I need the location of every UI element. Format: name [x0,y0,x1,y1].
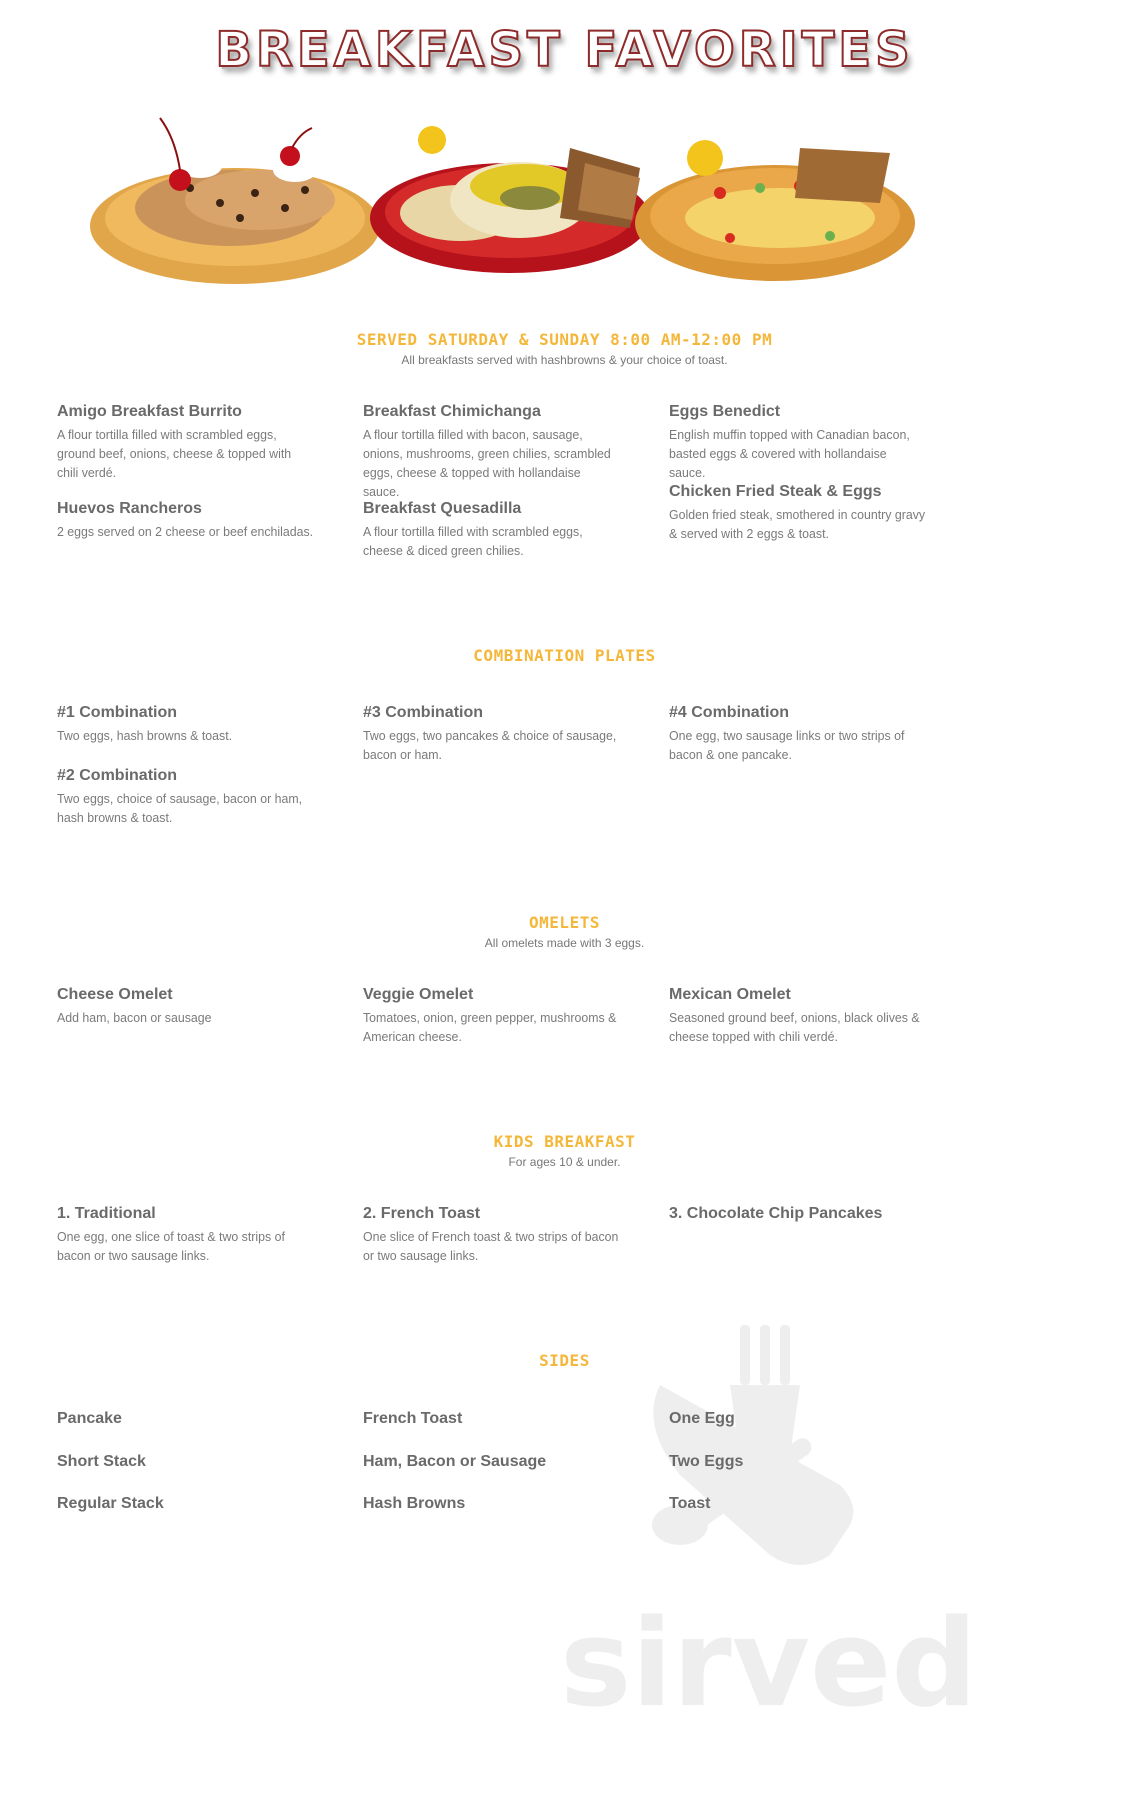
side-item [669,1409,939,1429]
section-subtitle: All breakfasts served with hashbrowns & your choice of toast. [401,353,728,367]
menu-item [363,1204,633,1265]
item-name: Pancake [57,1410,122,1427]
item-name: 3. Chocolate Chip Pancakes [669,1205,883,1222]
item-description: English muffin topped with Canadian bacon, basted eggs & covered with hollandaise sauce. [669,427,910,480]
item-description: Add ham, bacon or sausage [57,1010,212,1025]
burrito-plate-illustration [370,126,650,273]
side-item [669,1494,939,1514]
menu-item [669,482,939,543]
item-name: Two Eggs [669,1453,744,1470]
side-item [57,1452,327,1472]
item-name: Cheese Omelet [57,986,173,1003]
side-item [669,1452,939,1472]
item-name: Amigo Breakfast Burrito [57,403,242,420]
item-name: #1 Combination [57,704,178,721]
hero-food-image [80,108,1050,338]
menu-item [57,1204,327,1265]
item-name: #3 Combination [363,704,484,721]
item-name: #2 Combination [57,767,178,784]
section-title: OMELETS [529,913,600,932]
item-name: Ham, Bacon or Sausage [363,1453,547,1470]
item-description: A flour tortilla filled with bacon, sausage, onions, mushrooms, green chilies, scrambled eggs, cheese & topped with hollandaise sauce. [363,427,611,499]
menu-item [57,985,327,1027]
section-title: SIDES [539,1351,590,1370]
section-header-kids [0,1132,1129,1169]
menu-item [57,499,327,541]
item-description: A flour tortilla filled with scrambled eggs, cheese & diced green chilies. [363,524,583,558]
item-description: A flour tortilla filled with scrambled eggs, ground beef, onions, cheese & topped with chili verdé. [57,427,292,480]
item-name: Toast [669,1495,711,1512]
section-header-omelets [0,913,1129,950]
item-description: Two eggs, choice of sausage, bacon or ham, hash browns & toast. [57,791,303,825]
item-description: One slice of French toast & two strips of bacon or two sausage links. [363,1229,619,1263]
menu-item [669,1204,939,1224]
item-description: One egg, two sausage links or two strips of bacon & one pancake. [669,728,905,762]
section-subtitle: All omelets made with 3 eggs. [484,936,645,950]
item-name: One Egg [669,1410,735,1427]
item-name: Huevos Rancheros [57,500,202,517]
side-item [363,1494,633,1514]
section-title: SERVED SATURDAY & SUNDAY 8:00 AM-12:00 PM [356,330,773,349]
side-item [363,1452,633,1472]
item-description: 2 eggs served on 2 cheese or beef enchiladas. [57,524,314,539]
item-name: Veggie Omelet [363,986,474,1003]
item-name: Breakfast Quesadilla [363,500,522,517]
menu-item [363,499,633,560]
menu-item [363,402,633,501]
page-title: BREAKFAST FAVORITES [215,22,914,78]
item-name: Regular Stack [57,1495,164,1512]
item-name: 2. French Toast [363,1205,481,1222]
item-description: Golden fried steak, smothered in country gravy & served with 2 eggs & toast. [669,507,926,541]
item-name: Chicken Fried Steak & Eggs [669,483,882,500]
item-name: 1. Traditional [57,1205,156,1222]
item-description: One egg, one slice of toast & two strips of bacon or two sausage links. [57,1229,285,1263]
menu-item [669,703,939,764]
menu-item [363,703,633,764]
section-header-combination [0,646,1129,665]
item-name: #4 Combination [669,704,790,721]
item-description: Tomatoes, onion, green pepper, mushrooms & American cheese. [363,1010,617,1044]
menu-item [669,402,939,482]
item-description: Two eggs, two pancakes & choice of sausage, bacon or ham. [363,728,617,762]
menu-item [669,985,939,1046]
item-name: Mexican Omelet [669,986,791,1003]
section-subtitle: For ages 10 & under. [508,1155,621,1169]
section-header-weekend [0,330,1129,367]
menu-item [57,766,327,827]
omelet-plate-illustration [635,140,915,281]
side-item [57,1409,327,1429]
section-title: COMBINATION PLATES [473,646,656,665]
item-name: Breakfast Chimichanga [363,403,541,420]
item-name: Eggs Benedict [669,403,781,420]
side-item [57,1494,327,1514]
menu-item [57,703,327,745]
section-header-sides [0,1351,1129,1370]
watermark-text: sirved [560,1595,978,1734]
side-item [363,1409,633,1429]
item-name: French Toast [363,1410,463,1427]
pancake-plate-illustration [90,118,380,284]
item-description: Seasoned ground beef, onions, black olives & cheese topped with chili verdé. [669,1010,920,1044]
menu-item [57,402,327,482]
section-title: KIDS BREAKFAST [493,1132,636,1151]
item-name: Short Stack [57,1453,146,1470]
menu-item [363,985,633,1046]
item-description: Two eggs, hash browns & toast. [57,728,233,743]
item-name: Hash Browns [363,1495,466,1512]
